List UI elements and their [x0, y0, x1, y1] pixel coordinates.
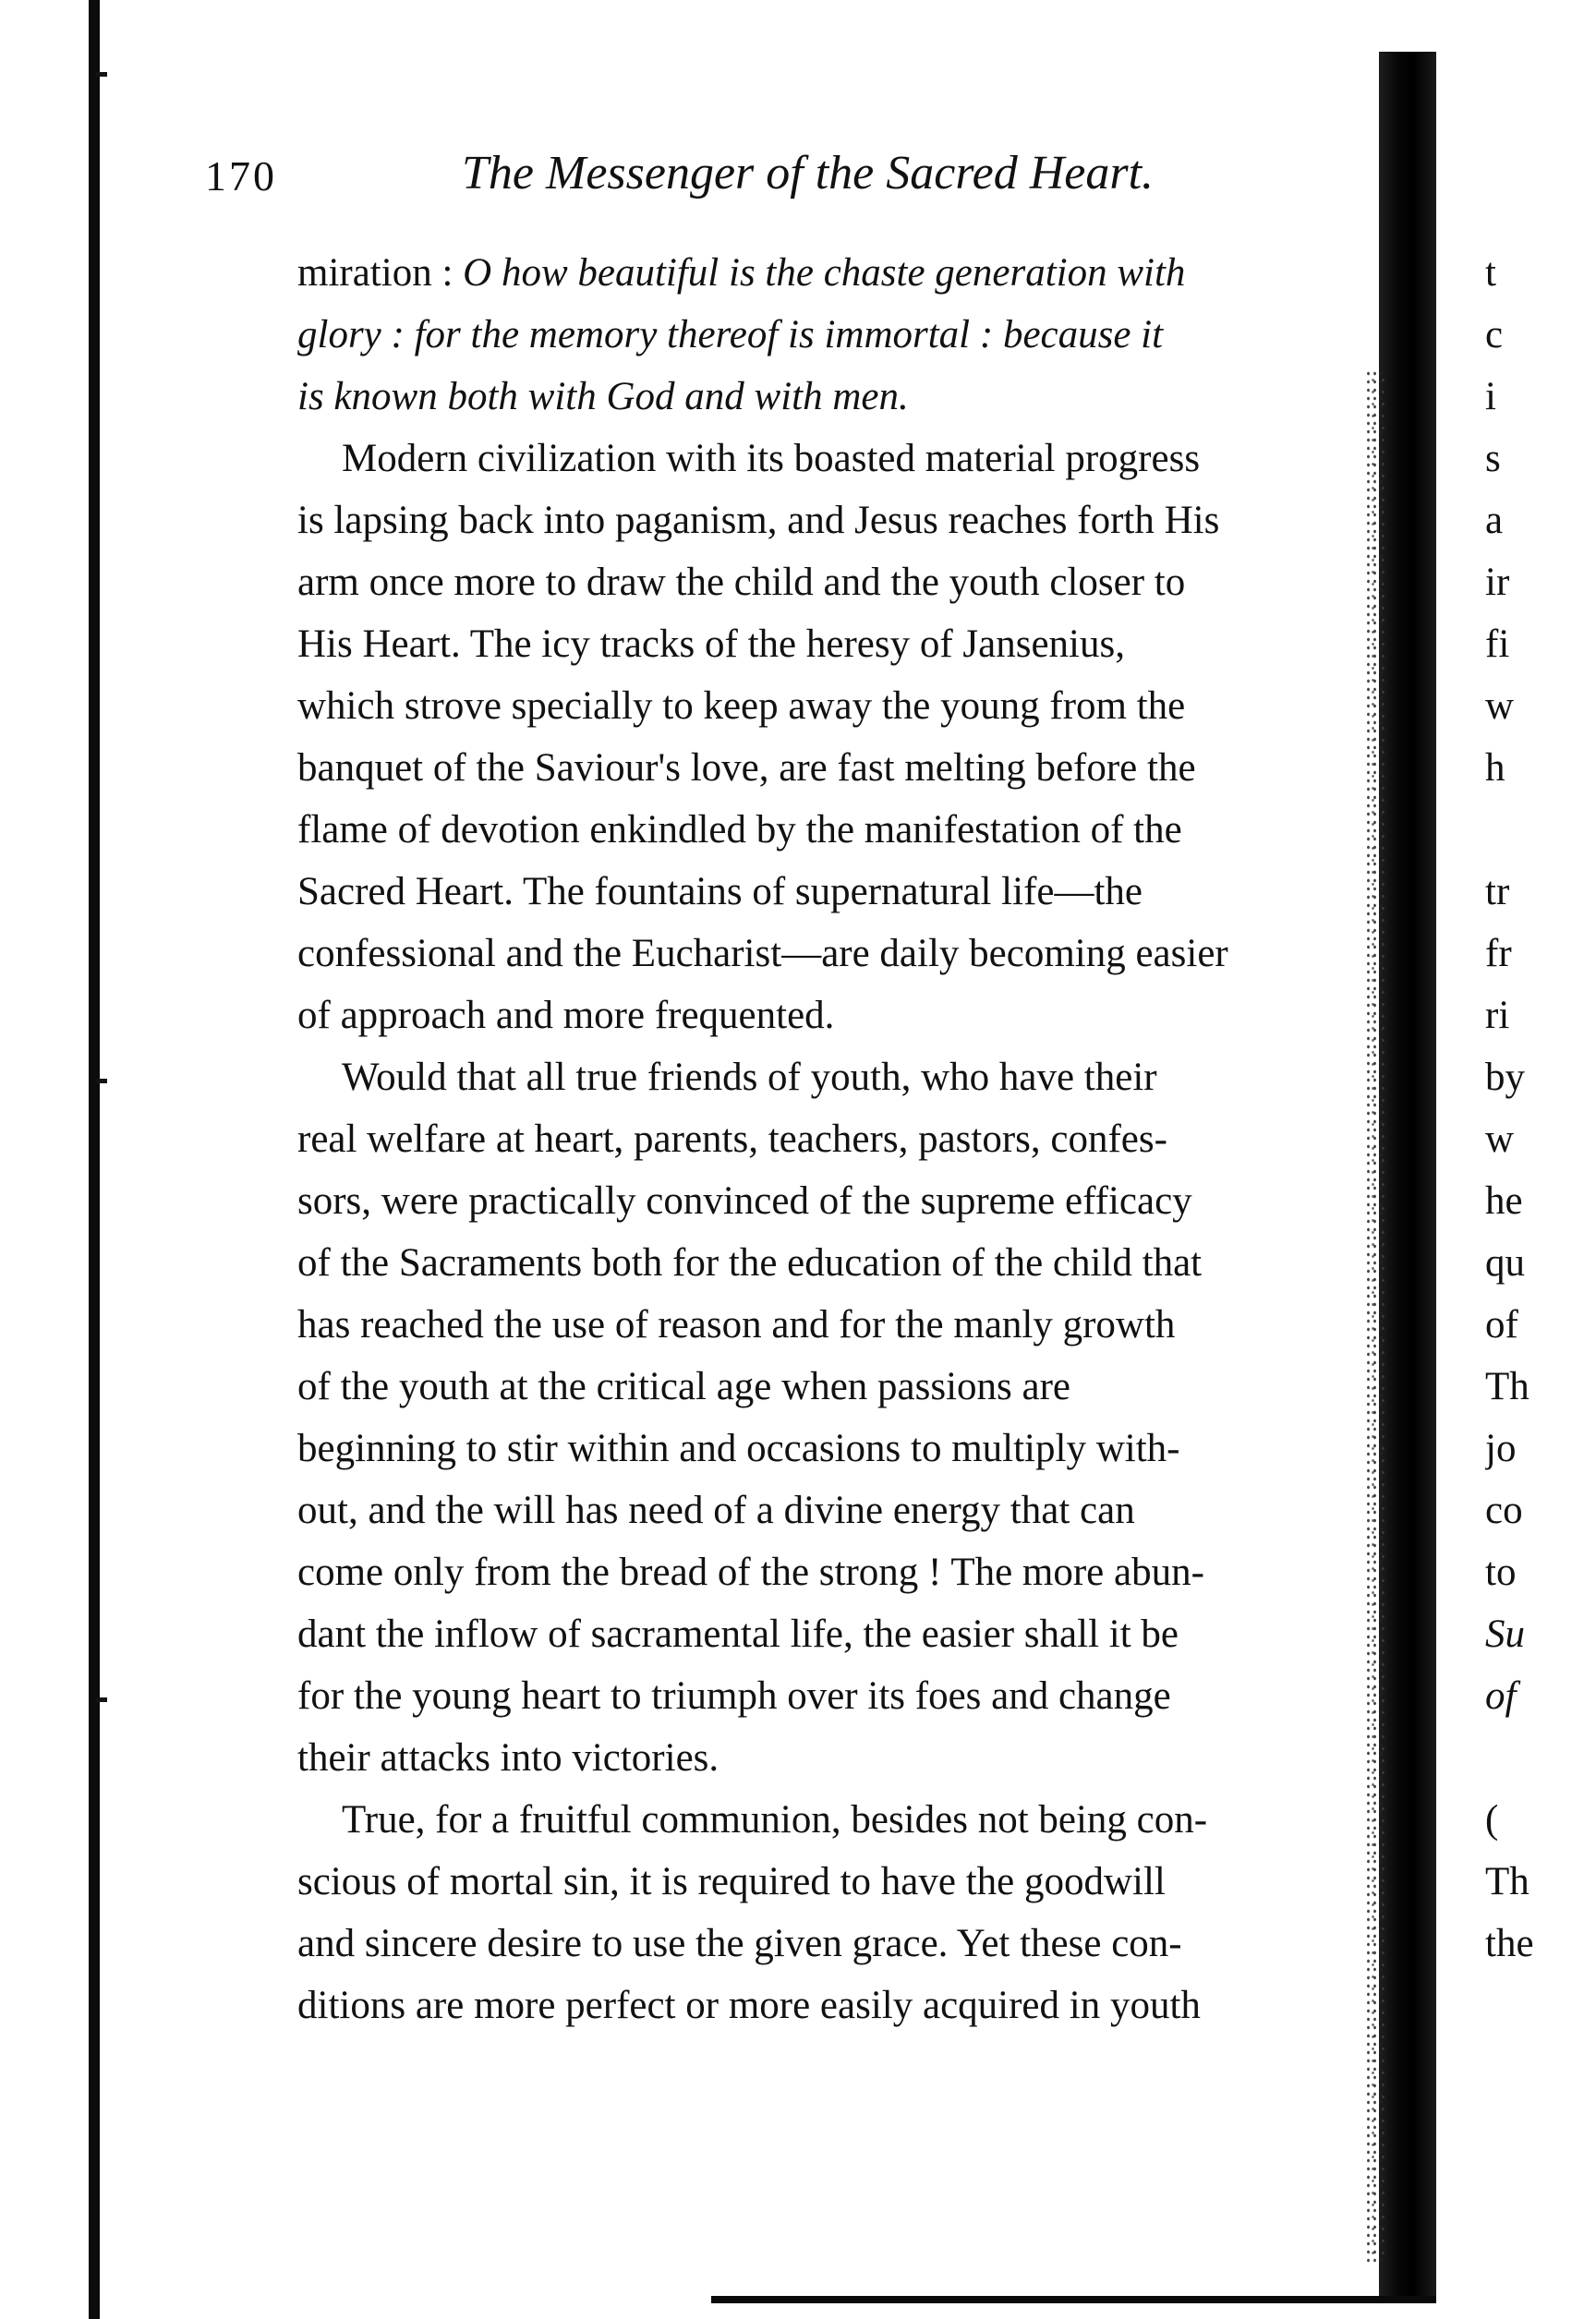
- text-line: scious of mortal sin, it is required to have the goodwill: [297, 1860, 1166, 1903]
- facing-page-fragment: to: [1485, 1551, 1517, 1594]
- text-line: has reached the use of reason and for the manly growth: [297, 1303, 1176, 1347]
- text-line: which strove specially to keep away the young from the: [297, 684, 1186, 728]
- facing-page-fragment: h: [1485, 746, 1505, 790]
- text-line: Would that all true friends of youth, who have their: [342, 1056, 1157, 1099]
- text-line: flame of devotion enkindled by the manifestation of the: [297, 808, 1182, 852]
- facing-page-fragment: he: [1485, 1179, 1523, 1223]
- left-rule-mark: [96, 1079, 107, 1083]
- page-header: [205, 146, 1406, 211]
- left-rule-mark: [96, 72, 107, 77]
- facing-page-fragment: fi: [1485, 622, 1510, 666]
- text-line: confessional and the Eucharist—are daily becoming easier: [297, 932, 1228, 975]
- facing-page-fragment: fr: [1485, 932, 1512, 975]
- facing-page-fragment: Su: [1485, 1612, 1525, 1656]
- body-text: [297, 242, 1406, 2036]
- facing-page-fragment: ir: [1485, 561, 1510, 604]
- text-line: for the young heart to triumph over its foes and change: [297, 1674, 1171, 1718]
- text-line: of approach and more frequented.: [297, 994, 835, 1037]
- text-line: His Heart. The icy tracks of the heresy of Jansenius,: [297, 622, 1125, 666]
- page-number: 170: [205, 152, 277, 199]
- text-line: out, and the will has need of a divine energy that can: [297, 1489, 1135, 1532]
- text-line: Modern civilization with its boasted material progress: [342, 437, 1201, 480]
- facing-page-fragment: Th: [1485, 1860, 1530, 1903]
- facing-page-fragment: a: [1485, 499, 1504, 542]
- text-run-italic: O how beautiful is the chaste generation with: [463, 251, 1186, 295]
- text-line: arm once more to draw the child and the youth closer to: [297, 561, 1186, 604]
- text-line: is known both with God and with men.: [297, 375, 909, 418]
- left-rule-mark: [96, 1697, 107, 1702]
- facing-page-fragment: jo: [1485, 1427, 1517, 1470]
- facing-page-fragment: [1485, 799, 1587, 861]
- text-line: Sacred Heart. The fountains of supernatural life—the: [297, 870, 1143, 913]
- text-line: glory : for the memory thereof is immortal : because it: [297, 313, 1164, 356]
- facing-page-fragment: by: [1485, 1056, 1525, 1099]
- facing-page-fragment: s: [1485, 437, 1501, 480]
- text-line: banquet of the Saviour's love, are fast melting before the: [297, 746, 1196, 790]
- facing-page-fragment: w: [1485, 684, 1515, 728]
- text-line: is lapsing back into paganism, and Jesus reaches forth His: [297, 499, 1220, 542]
- text-line: ditions are more perfect or more easily acquired in youth: [297, 1984, 1201, 2027]
- facing-page-fragment: Th: [1485, 1365, 1530, 1408]
- facing-page-fragment: c: [1485, 313, 1504, 356]
- text-line: [297, 242, 1406, 304]
- facing-page-fragment: tr: [1485, 870, 1510, 913]
- text-line: their attacks into victories.: [297, 1736, 719, 1780]
- text-line: dant the inflow of sacramental life, the easier shall it be: [297, 1612, 1179, 1656]
- text-line: of the Sacraments both for the education of the child that: [297, 1241, 1203, 1285]
- facing-page-fragment: [1485, 1727, 1587, 1789]
- facing-page-fragment: (: [1485, 1798, 1499, 1842]
- facing-page-fragment: t: [1485, 251, 1496, 295]
- facing-page-fragment: qu: [1485, 1241, 1525, 1285]
- bottom-page-edge: [711, 2296, 1436, 2303]
- facing-page-fragment: the: [1485, 1922, 1534, 1965]
- text-run: miration :: [297, 251, 464, 295]
- facing-page-fragment: of: [1485, 1674, 1517, 1718]
- text-line: beginning to stir within and occasions to multiply with-: [297, 1427, 1180, 1470]
- text-line: and sincere desire to use the given grace. Yet these con-: [297, 1922, 1182, 1965]
- text-line: real welfare at heart, parents, teachers, pastors, confes-: [297, 1117, 1167, 1161]
- running-title: The Messenger of the Sacred Heart.: [462, 147, 1155, 199]
- facing-page-fragment: co: [1485, 1489, 1523, 1532]
- facing-page-fragments: [1485, 242, 1587, 1975]
- facing-page-fragment: i: [1485, 375, 1496, 418]
- facing-page-fragment: of: [1485, 1303, 1518, 1347]
- text-line: come only from the bread of the strong ! The more abun-: [297, 1551, 1204, 1594]
- text-line: sors, were practically convinced of the supreme efficacy: [297, 1179, 1192, 1223]
- text-line: True, for a fruitful communion, besides not being con-: [342, 1798, 1208, 1842]
- text-line: of the youth at the critical age when passions are: [297, 1365, 1071, 1408]
- facing-page-fragment: w: [1485, 1117, 1515, 1161]
- left-binding-rule: [89, 0, 100, 2319]
- facing-page-fragment: ri: [1485, 994, 1510, 1037]
